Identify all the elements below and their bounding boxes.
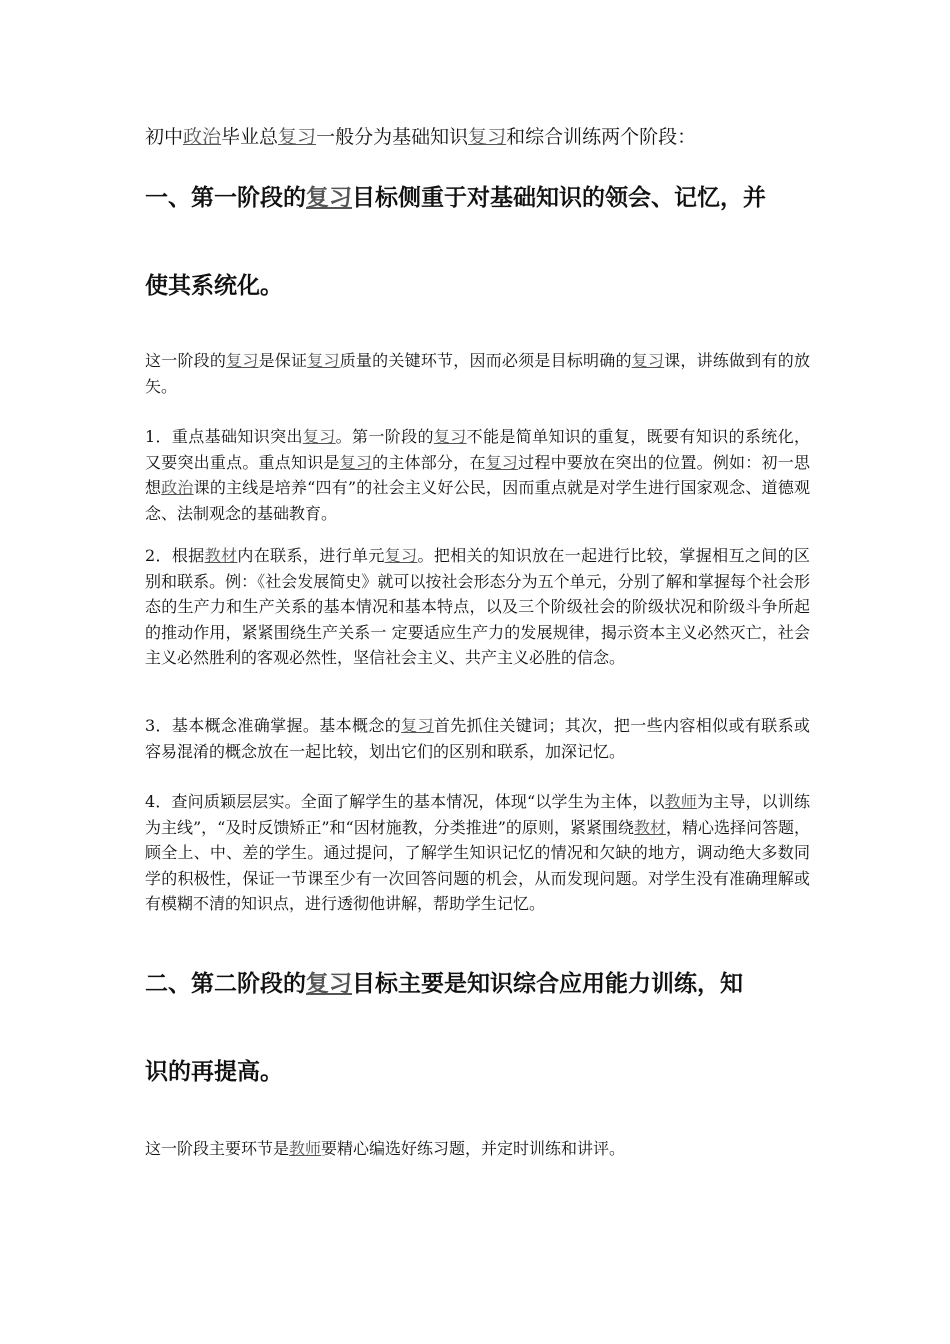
text-run: 目标侧重于对基础知识的领会、记忆，并 xyxy=(352,185,766,211)
hyperlink[interactable]: 复习 xyxy=(306,971,352,997)
text-run: 。把相关的知识放在一起进行比较，掌握相互之间的区别和联系。例：《社会发展简史》就可以按社会形态分为五个单元，分别了解和掌握每个社会形态的生产力和生产关系的基本情况和基本特点，以及三个阶级社会的阶级状况和阶级斗争所起的推动作用，紧紧围绕生产关系一 定要适应生产力的发展规律，揭示资本主义必然灭亡，社会主义必然胜利的客观必然性，坚信社会主义、共产主义必胜的信念。 xyxy=(145,546,810,667)
intro-line xyxy=(145,120,810,154)
hyperlink[interactable]: 政治 xyxy=(183,126,222,148)
text-run: 为主导，以训练为主线”，“及时反馈矫正”和“因材施教，分类推进”的原则，紧紧围绕 xyxy=(145,792,810,837)
section-2-paragraph xyxy=(145,1136,810,1162)
text-run: 一、第一阶段的 xyxy=(145,185,306,211)
section-1-heading xyxy=(145,154,810,330)
hyperlink[interactable]: 复习 xyxy=(631,351,665,370)
text-run: 二、第二阶段的 xyxy=(145,971,306,997)
hyperlink[interactable]: 复习 xyxy=(278,126,317,148)
text-run: 课，讲练做到有的放矢。 xyxy=(145,351,810,396)
hyperlink[interactable]: 教材 xyxy=(204,546,238,565)
hyperlink[interactable]: 教材 xyxy=(633,817,666,837)
text-run: 过程中要放在突出的位置。例如：初一思想 xyxy=(145,452,810,497)
text-run: 2．根据 xyxy=(145,546,205,565)
section-2-heading xyxy=(145,940,810,1116)
text-run: 要精心编选好练习题，并定时训练和讲评。 xyxy=(321,1139,626,1158)
text-run: 不能是简单知识的重复，既要有知识的系统化，又要突出重点。重点知识是 xyxy=(145,427,810,472)
text-run: 和综合训练两个阶段： xyxy=(506,126,697,148)
hyperlink[interactable]: 政治 xyxy=(161,478,194,497)
text-run: 使其系统化。 xyxy=(145,273,283,299)
text-run: 这一阶段的 xyxy=(145,351,227,370)
point-2-paragraph xyxy=(145,543,810,671)
text-run: 质量的关键环节，因而必须是目标明确的 xyxy=(339,351,632,370)
point-3-paragraph xyxy=(145,713,810,764)
hyperlink[interactable]: 教师 xyxy=(664,792,697,811)
hyperlink[interactable]: 复习 xyxy=(306,185,352,211)
heading-line xyxy=(145,1028,810,1116)
text-run: 1．重点基础知识突出 xyxy=(145,427,303,446)
text-run: 的主体部分，在 xyxy=(372,452,486,472)
text-run: 初中 xyxy=(145,126,184,148)
text-run: 。第一阶段的 xyxy=(335,427,434,446)
hyperlink[interactable]: 复习 xyxy=(226,351,259,370)
heading-line xyxy=(145,940,810,1028)
hyperlink[interactable]: 复习 xyxy=(339,452,373,472)
hyperlink[interactable]: 复习 xyxy=(307,351,340,370)
text-run: 内在联系，进行单元 xyxy=(237,546,385,565)
point-4-paragraph xyxy=(145,789,810,917)
hyperlink[interactable]: 复习 xyxy=(384,546,418,565)
heading-line xyxy=(145,154,810,242)
text-run: 识的再提高。 xyxy=(145,1059,283,1085)
text-run: 目标主要是知识综合应用能力训练，知 xyxy=(352,971,743,997)
text-run: 课的主线是培养“四有”的社会主义好公民，因而重点就是对学生进行国家观念、道德观念、法制观念的基础教育。 xyxy=(145,478,810,523)
text-run: 4．查问质颖层层实。全面了解学生的基本情况，体现“以学生为主体，以 xyxy=(145,792,665,811)
hyperlink[interactable]: 复习 xyxy=(433,427,467,446)
text-run: 一般分为基础知识 xyxy=(316,126,469,148)
hyperlink[interactable]: 教师 xyxy=(289,1139,322,1158)
hyperlink[interactable]: 复习 xyxy=(401,716,434,735)
heading-line xyxy=(145,242,810,330)
text-run: 毕业总 xyxy=(221,126,279,148)
text-run: 3．基本概念准确掌握。基本概念的 xyxy=(145,716,402,735)
section-1-paragraph xyxy=(145,348,810,399)
text-run: 是保证 xyxy=(258,351,308,370)
text-run: ，精心选择问答题，顾全上、中、差的学生。通过提问，了解学生知识记忆的情况和欠缺的地方，调动绝大多数同学的积极性，保证一节课至少有一次回答问题的机会，从而发现问题。对学生没有准确理解或有模糊不清的知识点，进行透彻他讲解，帮助学生记忆。 xyxy=(145,817,810,913)
hyperlink[interactable]: 复习 xyxy=(485,452,519,472)
text-run: 这一阶段主要环节是 xyxy=(145,1139,290,1158)
point-1-paragraph xyxy=(145,424,810,526)
text-run: 首先抓住关键词；其次，把一些内容相似或有联系或容易混淆的概念放在一起比较，划出它们的区别和联系，加深记忆。 xyxy=(145,716,810,761)
hyperlink[interactable]: 复习 xyxy=(302,427,336,446)
hyperlink[interactable]: 复习 xyxy=(468,126,507,148)
